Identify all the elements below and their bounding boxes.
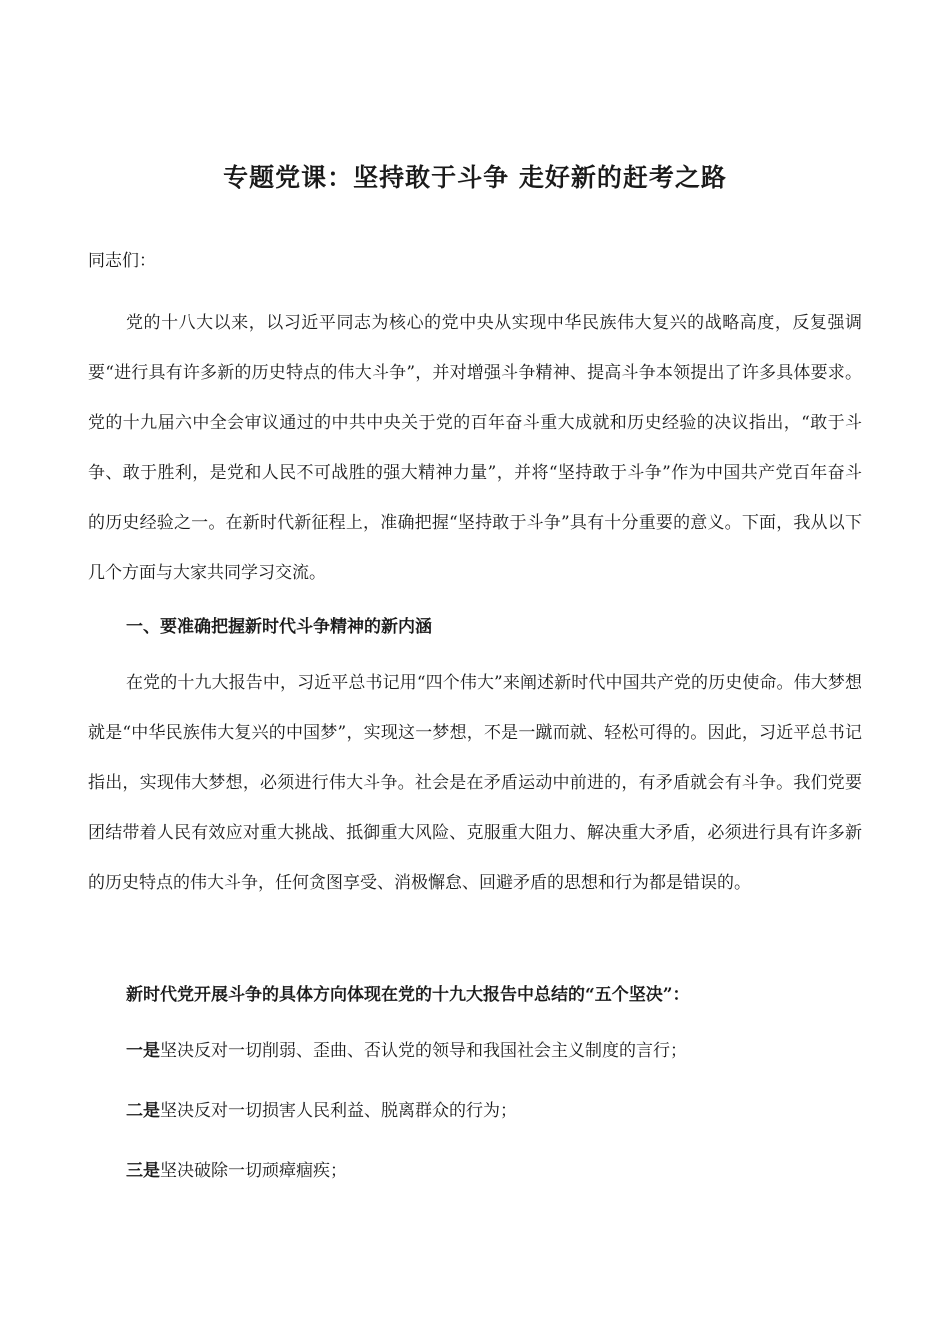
list-item-label: 二是 bbox=[126, 1101, 160, 1121]
document-title: 专题党课：坚持敢于斗争 走好新的赶考之路 bbox=[223, 163, 727, 192]
section-heading-1: 一、要准确把握新时代斗争精神的新内涵 bbox=[126, 617, 432, 637]
list-item-text: 坚决反对一切损害人民利益、脱离群众的行为； bbox=[160, 1101, 517, 1121]
list-item-label: 三是 bbox=[126, 1161, 160, 1181]
paragraph-intro: 党的十八大以来，以习近平同志为核心的党中央从实现中华民族伟大复兴的战略高度，反复强调要“进行具有许多新的历史特点的伟大斗争”，并对增强斗争精神、提高斗争本领提出了许多具体要求。党的十九届六中全会审议通过的中共中央关于党的百年奋斗重大成就和历史经验的决议指出，“敢于斗争、敢于胜利，是党和人民不可战胜的强大精神力量”，并将“坚持敢于斗争”作为中国共产党百年奋斗的历史经验之一。在新时代新征程上，准确把握“坚持敢于斗争”具有十分重要的意义。下面，我从以下几个方面与大家共同学习交流。 bbox=[88, 313, 862, 583]
list-item-text: 坚决破除一切顽瘴痼疾； bbox=[160, 1161, 347, 1181]
paragraph-four-greats: 在党的十九大报告中，习近平总书记用“四个伟大”来阐述新时代中国共产党的历史使命。伟大梦想就是“中华民族伟大复兴的中国梦”，实现这一梦想，不是一蹴而就、轻松可得的。因此，习近平总书记指出，实现伟大梦想，必须进行伟大斗争。社会是在矛盾运动中前进的，有矛盾就会有斗争。我们党要团结带着人民有效应对重大挑战、抵御重大风险、克服重大阻力、解决重大矛盾，必须进行具有许多新的历史特点的伟大斗争，任何贪图享受、消极懈怠、回避矛盾的思想和行为都是错误的。 bbox=[88, 673, 862, 893]
list-item-label: 一是 bbox=[126, 1041, 160, 1061]
list-item bbox=[126, 1156, 347, 1181]
list-item bbox=[126, 1096, 517, 1121]
salutation: 同志们： bbox=[88, 251, 156, 271]
list-item-text: 坚决反对一切削弱、歪曲、否认党的领导和我国社会主义制度的言行； bbox=[160, 1041, 687, 1061]
section-heading-five-resolutes: 新时代党开展斗争的具体方向体现在党的十九大报告中总结的“五个坚决”： bbox=[126, 985, 690, 1005]
list-item bbox=[126, 1036, 687, 1061]
